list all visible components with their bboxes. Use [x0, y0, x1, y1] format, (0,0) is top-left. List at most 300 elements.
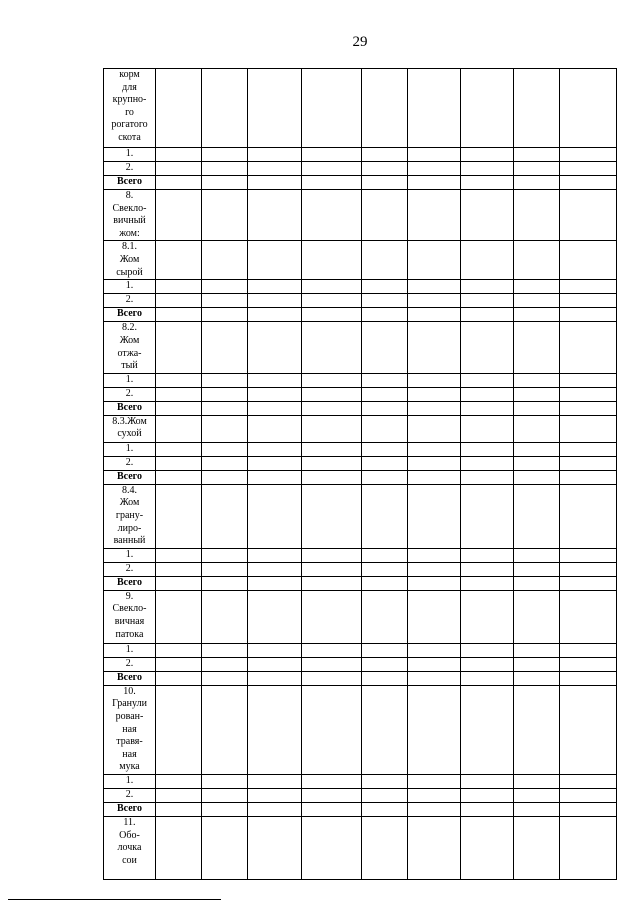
table-cell	[362, 548, 408, 562]
table-cell	[362, 456, 408, 470]
table-cell	[362, 415, 408, 442]
table-cell	[362, 322, 408, 373]
table-cell	[248, 387, 302, 401]
table-cell	[302, 802, 362, 816]
table-cell	[202, 774, 248, 788]
table-cell	[560, 401, 617, 415]
table-cell	[302, 470, 362, 484]
table-cell	[202, 308, 248, 322]
table-cell	[302, 816, 362, 879]
table-cell	[156, 643, 202, 657]
table-cell	[461, 280, 514, 294]
row-label: Всего	[104, 470, 156, 484]
table-cell	[248, 484, 302, 548]
table-cell	[514, 241, 560, 280]
table-cell	[248, 456, 302, 470]
table-cell	[362, 562, 408, 576]
table-cell	[302, 671, 362, 685]
table-row	[104, 548, 617, 562]
table-cell	[408, 456, 461, 470]
table-cell	[156, 308, 202, 322]
table-cell	[362, 373, 408, 387]
row-label: 2.	[104, 456, 156, 470]
table-cell	[156, 280, 202, 294]
table-cell	[408, 401, 461, 415]
table-cell	[461, 148, 514, 162]
table-cell	[156, 816, 202, 879]
table-cell	[461, 176, 514, 190]
table-cell	[248, 548, 302, 562]
table-cell	[560, 685, 617, 774]
table-cell	[156, 401, 202, 415]
table-cell	[362, 280, 408, 294]
row-label: Всего	[104, 671, 156, 685]
table-cell	[248, 802, 302, 816]
table-cell	[202, 671, 248, 685]
table-row	[104, 190, 617, 241]
row-label: Всего	[104, 308, 156, 322]
table-cell	[362, 788, 408, 802]
table-cell	[461, 322, 514, 373]
table-cell	[408, 241, 461, 280]
table-cell	[408, 280, 461, 294]
table-cell	[514, 470, 560, 484]
table-cell	[560, 657, 617, 671]
table-cell	[202, 576, 248, 590]
row-label: 2.	[104, 387, 156, 401]
table-row	[104, 415, 617, 442]
table-cell	[156, 802, 202, 816]
table-cell	[514, 548, 560, 562]
table-cell	[461, 162, 514, 176]
row-label: 2.	[104, 657, 156, 671]
table-cell	[248, 162, 302, 176]
table-cell	[560, 294, 617, 308]
table-cell	[560, 548, 617, 562]
table-cell	[408, 657, 461, 671]
table-cell	[461, 442, 514, 456]
table-cell	[202, 294, 248, 308]
table-row	[104, 401, 617, 415]
table-cell	[156, 576, 202, 590]
table-cell	[248, 294, 302, 308]
row-label: 2.	[104, 294, 156, 308]
table-row	[104, 308, 617, 322]
table-cell	[156, 241, 202, 280]
row-label: 8.2. Жом отжа- тый	[104, 322, 156, 373]
table-row	[104, 176, 617, 190]
row-label: Всего	[104, 401, 156, 415]
table-cell	[461, 774, 514, 788]
table-cell	[461, 576, 514, 590]
table-cell	[248, 685, 302, 774]
table-cell	[302, 548, 362, 562]
table-cell	[514, 456, 560, 470]
table-cell	[248, 69, 302, 148]
table-row	[104, 685, 617, 774]
table-cell	[514, 373, 560, 387]
table-cell	[248, 373, 302, 387]
table-cell	[560, 241, 617, 280]
table-cell	[202, 456, 248, 470]
table-cell	[362, 470, 408, 484]
table-row	[104, 562, 617, 576]
table-cell	[202, 415, 248, 442]
table-cell	[514, 322, 560, 373]
row-label: Всего	[104, 576, 156, 590]
table-cell	[248, 671, 302, 685]
table-row	[104, 322, 617, 373]
table-cell	[248, 190, 302, 241]
table-row	[104, 280, 617, 294]
table-cell	[461, 294, 514, 308]
table-cell	[560, 322, 617, 373]
table-cell	[302, 190, 362, 241]
table-cell	[248, 562, 302, 576]
table-row	[104, 294, 617, 308]
table-cell	[202, 562, 248, 576]
table-cell	[514, 294, 560, 308]
table-row	[104, 373, 617, 387]
table-cell	[362, 401, 408, 415]
table-cell	[514, 415, 560, 442]
table-cell	[461, 484, 514, 548]
table-cell	[248, 241, 302, 280]
table-row	[104, 643, 617, 657]
table-cell	[302, 590, 362, 643]
table-cell	[362, 162, 408, 176]
table-cell	[156, 148, 202, 162]
table-cell	[408, 774, 461, 788]
table-cell	[202, 548, 248, 562]
table-cell	[461, 816, 514, 879]
table-body	[104, 69, 617, 880]
table-cell	[248, 415, 302, 442]
table-cell	[408, 415, 461, 442]
table-cell	[362, 484, 408, 548]
row-label: 1.	[104, 643, 156, 657]
table-cell	[202, 190, 248, 241]
table-cell	[362, 671, 408, 685]
table-cell	[461, 401, 514, 415]
table-cell	[248, 176, 302, 190]
row-label: 8. Свекло- вичный жом:	[104, 190, 156, 241]
table-cell	[514, 280, 560, 294]
table-cell	[560, 484, 617, 548]
table-cell	[461, 387, 514, 401]
table-cell	[560, 415, 617, 442]
table-row	[104, 470, 617, 484]
table-cell	[156, 774, 202, 788]
table-cell	[202, 590, 248, 643]
row-label: 1.	[104, 280, 156, 294]
table-cell	[408, 788, 461, 802]
table-cell	[560, 562, 617, 576]
table-cell	[560, 162, 617, 176]
table-cell	[362, 308, 408, 322]
table-cell	[302, 415, 362, 442]
table-cell	[248, 148, 302, 162]
row-label: 8.1. Жом сырой	[104, 241, 156, 280]
table-cell	[302, 685, 362, 774]
table-cell	[461, 470, 514, 484]
table-cell	[202, 280, 248, 294]
row-label: 10. Гранули рован- ная травя- ная мука	[104, 685, 156, 774]
table-cell	[514, 308, 560, 322]
table-cell	[302, 294, 362, 308]
table-row	[104, 241, 617, 280]
table-cell	[248, 590, 302, 643]
table-cell	[514, 657, 560, 671]
row-label: 9. Свекло- вичная патока	[104, 590, 156, 643]
table-cell	[202, 241, 248, 280]
table-cell	[362, 69, 408, 148]
table-cell	[408, 322, 461, 373]
table-cell	[248, 401, 302, 415]
table-cell	[202, 816, 248, 879]
table-cell	[156, 456, 202, 470]
table-cell	[560, 576, 617, 590]
row-label: 11. Обо- лочка сои	[104, 816, 156, 879]
table-cell	[156, 190, 202, 241]
table-cell	[461, 69, 514, 148]
table-cell	[156, 415, 202, 442]
table-cell	[514, 387, 560, 401]
table-cell	[461, 373, 514, 387]
row-label: 2.	[104, 162, 156, 176]
table-cell	[560, 280, 617, 294]
table-cell	[302, 657, 362, 671]
table-row	[104, 671, 617, 685]
table-cell	[408, 548, 461, 562]
table-cell	[408, 816, 461, 879]
table-cell	[202, 373, 248, 387]
table-row	[104, 69, 617, 148]
table-cell	[202, 387, 248, 401]
table-cell	[156, 788, 202, 802]
table-cell	[302, 484, 362, 548]
table-cell	[156, 162, 202, 176]
table-cell	[408, 470, 461, 484]
row-label: 2.	[104, 562, 156, 576]
table-cell	[302, 69, 362, 148]
table-cell	[514, 162, 560, 176]
table-cell	[302, 373, 362, 387]
table-cell	[202, 148, 248, 162]
table-cell	[362, 387, 408, 401]
table-cell	[362, 685, 408, 774]
table-row	[104, 788, 617, 802]
table-cell	[156, 69, 202, 148]
table-cell	[461, 241, 514, 280]
table-cell	[408, 162, 461, 176]
table-cell	[362, 176, 408, 190]
row-label: 8.4. Жом грану- лиро- ванный	[104, 484, 156, 548]
table-cell	[461, 590, 514, 643]
table-cell	[202, 162, 248, 176]
table-cell	[560, 148, 617, 162]
table-cell	[156, 685, 202, 774]
table-cell	[560, 788, 617, 802]
table-cell	[248, 470, 302, 484]
table-cell	[408, 308, 461, 322]
row-label: 1.	[104, 774, 156, 788]
table-cell	[461, 788, 514, 802]
table-cell	[302, 562, 362, 576]
table-cell	[362, 657, 408, 671]
table-cell	[461, 671, 514, 685]
table-cell	[156, 294, 202, 308]
table-cell	[560, 802, 617, 816]
table-cell	[202, 802, 248, 816]
table-cell	[514, 562, 560, 576]
table-cell	[362, 294, 408, 308]
table-row	[104, 816, 617, 879]
feed-table	[103, 68, 617, 880]
table-cell	[156, 484, 202, 548]
table-cell	[248, 280, 302, 294]
table-cell	[514, 190, 560, 241]
row-label: корм для крупно- го рогатого скота	[104, 69, 156, 148]
table-cell	[156, 442, 202, 456]
table-cell	[514, 401, 560, 415]
table-cell	[302, 148, 362, 162]
table-cell	[302, 442, 362, 456]
table-cell	[408, 69, 461, 148]
table-cell	[156, 657, 202, 671]
table-cell	[302, 788, 362, 802]
table-cell	[560, 774, 617, 788]
table-cell	[202, 442, 248, 456]
table-cell	[514, 148, 560, 162]
table-cell	[461, 456, 514, 470]
table-row	[104, 774, 617, 788]
table-cell	[302, 387, 362, 401]
table-cell	[408, 576, 461, 590]
table-cell	[362, 643, 408, 657]
table-cell	[302, 576, 362, 590]
table-cell	[408, 387, 461, 401]
table-cell	[461, 643, 514, 657]
table-cell	[202, 484, 248, 548]
table-cell	[461, 685, 514, 774]
table-cell	[302, 280, 362, 294]
table-cell	[362, 774, 408, 788]
footnote-rule	[8, 899, 221, 900]
table-cell	[408, 802, 461, 816]
table-cell	[248, 643, 302, 657]
table-cell	[461, 190, 514, 241]
table-cell	[302, 162, 362, 176]
table-cell	[408, 442, 461, 456]
table-cell	[560, 308, 617, 322]
table-cell	[514, 774, 560, 788]
table-cell	[302, 308, 362, 322]
table-cell	[461, 548, 514, 562]
row-label: 8.3.Жом сухой	[104, 415, 156, 442]
table-cell	[560, 373, 617, 387]
row-label: 1.	[104, 442, 156, 456]
table-cell	[514, 576, 560, 590]
table-cell	[408, 671, 461, 685]
table-cell	[514, 788, 560, 802]
table-cell	[302, 774, 362, 788]
table-cell	[514, 685, 560, 774]
table-cell	[560, 816, 617, 879]
row-label: 2.	[104, 788, 156, 802]
row-label: Всего	[104, 176, 156, 190]
table-cell	[302, 401, 362, 415]
table-cell	[514, 590, 560, 643]
table-cell	[514, 442, 560, 456]
table-cell	[362, 241, 408, 280]
table-cell	[156, 562, 202, 576]
table-cell	[560, 590, 617, 643]
table-cell	[560, 671, 617, 685]
table-cell	[156, 176, 202, 190]
table-cell	[514, 802, 560, 816]
table-cell	[302, 176, 362, 190]
table-cell	[514, 671, 560, 685]
table-cell	[202, 69, 248, 148]
table-cell	[156, 373, 202, 387]
table-cell	[408, 685, 461, 774]
table-cell	[248, 322, 302, 373]
table-cell	[156, 548, 202, 562]
table-cell	[560, 69, 617, 148]
table-cell	[461, 562, 514, 576]
table-cell	[408, 562, 461, 576]
table-cell	[156, 322, 202, 373]
table-cell	[302, 643, 362, 657]
table-row	[104, 802, 617, 816]
table-row	[104, 456, 617, 470]
table-cell	[408, 176, 461, 190]
table-cell	[202, 470, 248, 484]
table-cell	[514, 816, 560, 879]
table-cell	[248, 308, 302, 322]
table-cell	[408, 590, 461, 643]
table-cell	[362, 590, 408, 643]
table-cell	[362, 576, 408, 590]
table-cell	[408, 294, 461, 308]
table-cell	[461, 802, 514, 816]
table-cell	[560, 387, 617, 401]
table-row	[104, 442, 617, 456]
row-label: Всего	[104, 802, 156, 816]
table-cell	[202, 657, 248, 671]
table-cell	[362, 802, 408, 816]
table-cell	[408, 190, 461, 241]
table-cell	[408, 148, 461, 162]
table-cell	[362, 816, 408, 879]
table-cell	[248, 774, 302, 788]
table-row	[104, 387, 617, 401]
table-cell	[202, 322, 248, 373]
table-cell	[408, 373, 461, 387]
table-cell	[302, 456, 362, 470]
table-cell	[248, 816, 302, 879]
table-cell	[362, 190, 408, 241]
table-cell	[202, 176, 248, 190]
table-row	[104, 576, 617, 590]
table-cell	[560, 190, 617, 241]
table-cell	[461, 657, 514, 671]
table-row	[104, 148, 617, 162]
table-row	[104, 657, 617, 671]
table-cell	[248, 657, 302, 671]
table-cell	[408, 643, 461, 657]
